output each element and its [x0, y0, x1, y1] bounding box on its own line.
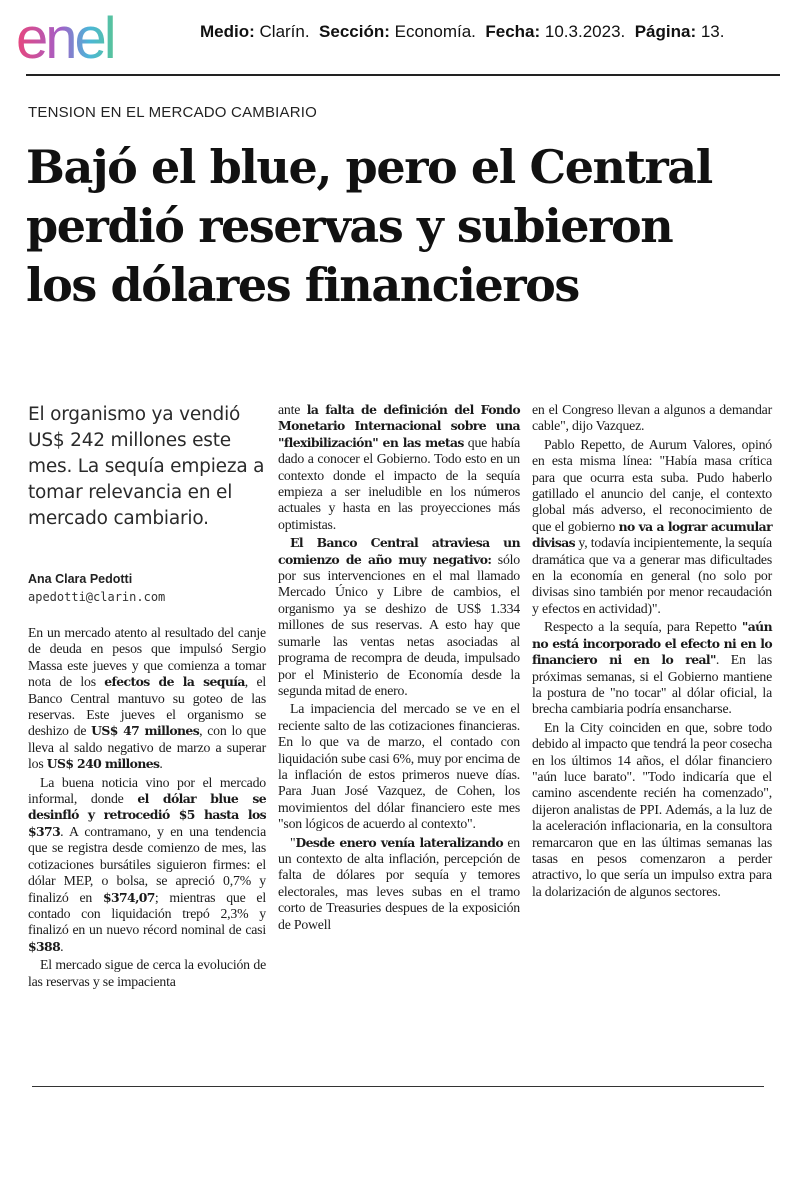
pagina-label: Página:	[634, 22, 697, 41]
enel-logo	[16, 14, 168, 70]
bold-text: Desde enero venía lateralizando	[295, 834, 504, 850]
medio-value: Clarín.	[259, 22, 310, 41]
bold-text: US$ 240 millones	[46, 756, 160, 772]
text: sólo por sus intervenciones en el mal llamado Mercado Único y Libre de cambios, el organismo ya se deshizo de US$ 1.334 millones de sus reservas. A esto hay que sumarle las ventas netas asociadas al programa de recompra de deuda, impulsado por el Ministerio de Economía desde la segunda mitad de enero.	[278, 551, 520, 698]
text: ; mientras que el contado con liquidación trepó 2,3% y finalizó en un nuevo récord nominal de casi	[28, 889, 266, 938]
paragraph	[278, 835, 520, 933]
paragraph	[278, 535, 520, 699]
paragraph	[532, 402, 772, 435]
author-email: apedotti@clarin.com	[28, 590, 166, 604]
text: En un mercado atento al resultado del canje de deuda en pesos que impulsó Sergio Massa este jueves y que comienza a tomar nota de los	[28, 625, 266, 690]
body-column-2	[278, 402, 520, 935]
bold-text: El Banco Central atraviesa un comienzo de año muy negativo:	[278, 535, 520, 567]
text: En la City coinciden en que, sobre todo debido al impacto que tendrá la peor cosecha en los últimos 14 años, el dólar financiero "aún luce barato". "Todo indicaría que el camino ascendente recién ha comenzado", dijeron analistas de PPI. Además, a la luz de la aceleración inflacionaria, en la consultora remarcaron que en las últimas semanas las tasas en pesos comenzaron a perder atractivo, lo que sería un impulso extra para la dolarización de algunos sectores.	[532, 719, 772, 899]
paragraph	[532, 720, 772, 900]
paragraph	[28, 625, 266, 773]
text: que había dado a conocer el Gobierno. Todo esto en un contexto donde el impacto de la sequía empieza a ser ineludible en los números actuales y hasta en las proyecciones más optimistas.	[278, 434, 520, 532]
bold-text: $388	[28, 938, 61, 954]
pagina-value: 13.	[700, 22, 725, 41]
paragraph	[532, 619, 772, 717]
text: La buena noticia vino por el mercado informal, donde	[28, 774, 266, 807]
seccion-value: Economía.	[394, 22, 476, 41]
author-name: Ana Clara Pedotti	[28, 572, 133, 586]
bold-text: el dólar blue se desinfló y retrocedió $5 hasta los $373	[28, 791, 266, 839]
headline	[26, 138, 786, 315]
text: ante	[278, 402, 307, 417]
medio-label: Medio:	[200, 22, 255, 41]
headline-line: Bajó el blue, pero el Central	[26, 140, 712, 194]
body-column-1	[28, 625, 266, 992]
bold-text: "aún no está incorporado el efecto ni en lo financiero ni en lo real"	[532, 619, 772, 668]
text: en un contexto de alta inflación, percepción de falta de dólares por sequía y temores electorales, mas leves subas en el tramo corto de Treasuries despues de la exposición de Powell	[278, 834, 521, 932]
headline-line: perdió reservas y subieron	[26, 199, 673, 253]
paragraph	[278, 402, 520, 533]
deck: El organismo ya vendió US$ 242 millones este mes. La sequía empieza a tomar relevancia en el mercado cambiario.	[28, 404, 265, 529]
bold-text: $374,07	[102, 889, 155, 905]
text: Pablo Repetto, de Aurum Valores, opinó en esta misma línea: "Había masa crítica para que ocurra esta suba. Pudo haberlo gatillado el anuncio del canje, el contexto global más adverso, el reconocimiento de que el gobierno	[532, 436, 772, 534]
text: El mercado sigue de cerca la evolución de las reservas y se impacienta	[28, 957, 266, 989]
text: , con lo que lleva al saldo negativo de marzo a superar los	[28, 723, 266, 772]
seccion-label: Sección:	[319, 22, 390, 41]
text: en el Congreso llevan a algunos a demandar cable", dijo Vazquez.	[532, 402, 772, 434]
body-column-3	[532, 402, 772, 902]
text: La impaciencia del mercado se ve en el reciente salto de las cotizaciones financieras. En lo que va de marzo, el contado con liquidación sube casi 6%, muy por encima de la inflación de estos primeros nueve días. Para Juan José Vazquez, de Cohen, los movimientos del dólar financiero este mes "son lógicos de acuerdo al contexto".	[278, 701, 520, 832]
text: , el Banco Central mantuvo su goteo de las reservas. Este jueves el organismo se deshizo de	[28, 674, 266, 739]
paragraph	[28, 775, 266, 955]
text: Respecto a la sequía, para Repetto	[544, 619, 742, 635]
paragraph	[532, 437, 772, 617]
bold-text: efectos de la sequía	[104, 674, 245, 690]
paragraph	[278, 701, 520, 832]
bold-text: US$ 47 millones	[91, 723, 200, 739]
text: y, todavía incipientemente, la sequía dramática que va a generar mas dificultades en la economía en general (no solo por divisas sino también por menor recaudación y efectos en actividad)".	[532, 535, 772, 616]
paragraph	[28, 957, 266, 990]
headline-line: los dólares financieros	[26, 258, 579, 312]
header-divider	[26, 74, 780, 76]
fecha-value: 10.3.2023.	[544, 22, 626, 41]
footer-divider	[32, 1086, 764, 1087]
text: . En las próximas semanas, si el Gobierno mantiene la postura de "no tocar" al dólar oficial, la brecha cambiaria podría ensancharse.	[532, 652, 772, 717]
bold-text: la falta de definición del Fondo Monetario Internacional sobre una "flexibilización" en las metas	[278, 402, 520, 450]
text: . A contramano, y en una tendencia que se registra desde comienzo de mes, las cotizaciones bursátiles siguieron firmes: el dólar MEP, o bolsa, se apreció 0,7% y finalizó en	[28, 823, 266, 905]
fecha-label: Fecha:	[485, 22, 541, 41]
source-metadata	[200, 22, 724, 42]
kicker: TENSION EN EL MERCADO CAMBIARIO	[28, 104, 318, 121]
text: "	[290, 834, 296, 850]
bold-text: no va a lograr acumular divisas	[532, 518, 772, 551]
text: .	[159, 756, 163, 772]
text: .	[60, 938, 64, 954]
svg-text:enel: enel	[16, 14, 114, 70]
